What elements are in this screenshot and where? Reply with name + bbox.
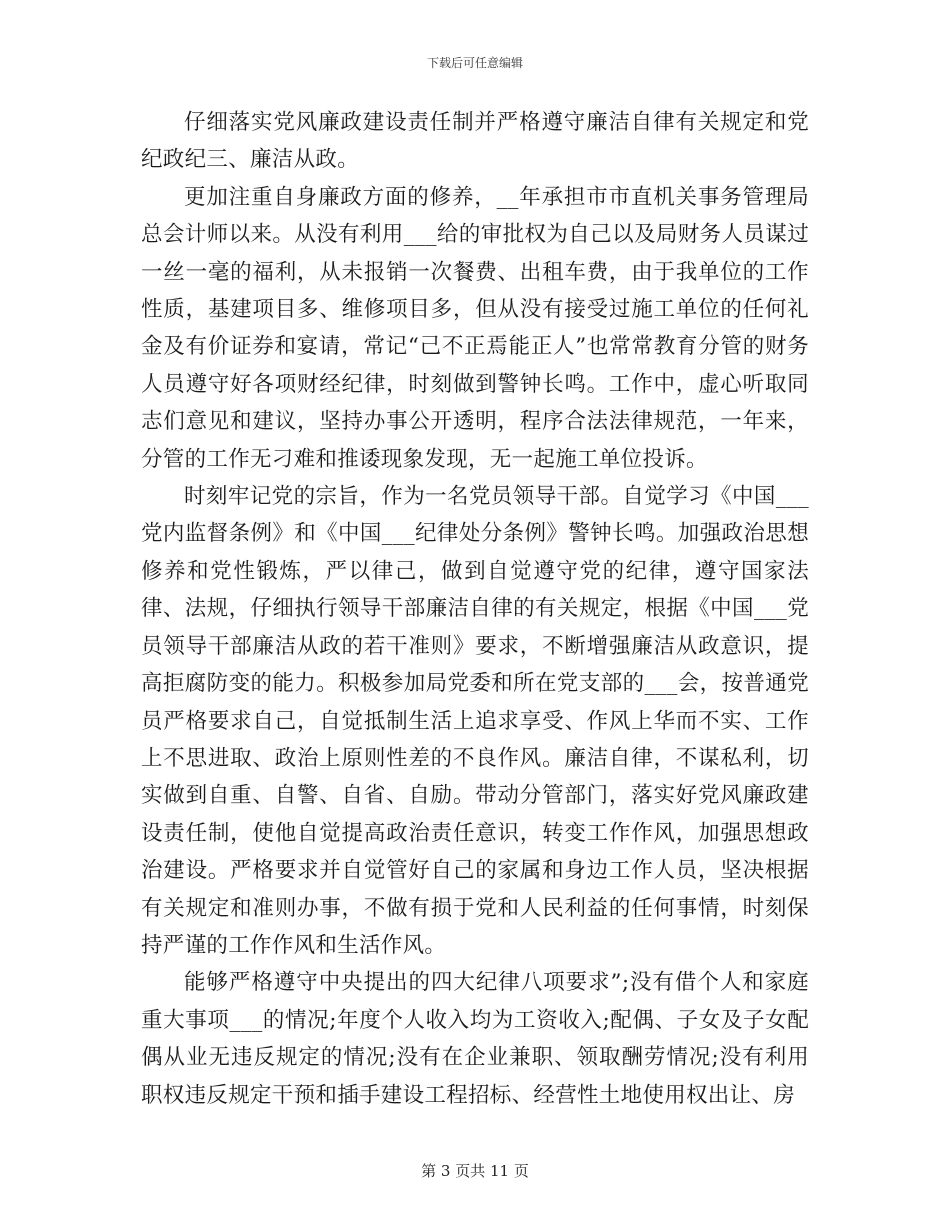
paragraph-4: 能够严格遵守中央提出的四大纪律八项要求”;没有借个人和家庭重大事项___的情况;年度个人收入均为工资收入;配偶、子女及子女配偶从业无违反规定的情况;没有在企业兼职、领取酬劳情况;没有利用职权违反规定干预和插手建设工程招标、经营性土地使用权出让、房	[141, 970, 809, 1108]
paragraph-2: 更加注重自身廉政方面的修养，__年承担市市直机关事务管理局总会计师以来。从没有利用___给的审批权为自己以及局财务人员谋过一丝一毫的福利，从未报销一次餐费、出租车费，由于我单位的工作性质，基建项目多、维修项目多，但从没有接受过施工单位的任何礼金及有价证券和宴请，常记“己不正焉能正人”也常常教育分管的财务人员遵守好各项财经纪律，时刻做到警钟长鸣。工作中，虚心听取同志们意见和建议，坚持办事公开透明，程序合法法律规范，一年来，分管的工作无刁难和推诿现象发现，无一起施工单位投诉。	[141, 184, 809, 472]
page-header: 下载后可任意编辑	[426, 56, 523, 70]
page-footer: 第 3 页共 11 页	[421, 1162, 529, 1180]
document-body	[141, 104, 809, 1114]
paragraph-3: 时刻牢记党的宗旨，作为一名党员领导干部。自觉学习《中国___党内监督条例》和《中国___纪律处分条例》警钟长鸣。加强政治思想修养和党性锻炼，严以律己，做到自觉遵守党的纪律，遵守国家法律、法规，仔细执行领导干部廉洁自律的有关规定，根据《中国___党员领导干部廉洁从政的若干准则》要求，不断增强廉洁从政意识，提高拒腐防变的能力。积极参加局党委和所在党支部的___会，按普通党员严格要求自己，自觉抵制生活上追求享受、作风上华而不实、工作上不思进取、政治上原则性差的不良作风。廉洁自律，不谋私利，切实做到自重、自警、自省、自励。带动分管部门，落实好党风廉政建设责任制，使他自觉提高政治责任意识，转变工作作风，加强思想政治建设。严格要求并自觉管好自己的家属和身边工作人员，坚决根据有关规定和准则办事，不做有损于党和人民利益的任何事情，时刻保持严谨的工作作风和生活作风。	[141, 484, 809, 958]
paragraph-1: 仔细落实党风廉政建设责任制并严格遵守廉洁自律有关规定和党纪政纪三、廉洁从政。	[141, 110, 809, 173]
